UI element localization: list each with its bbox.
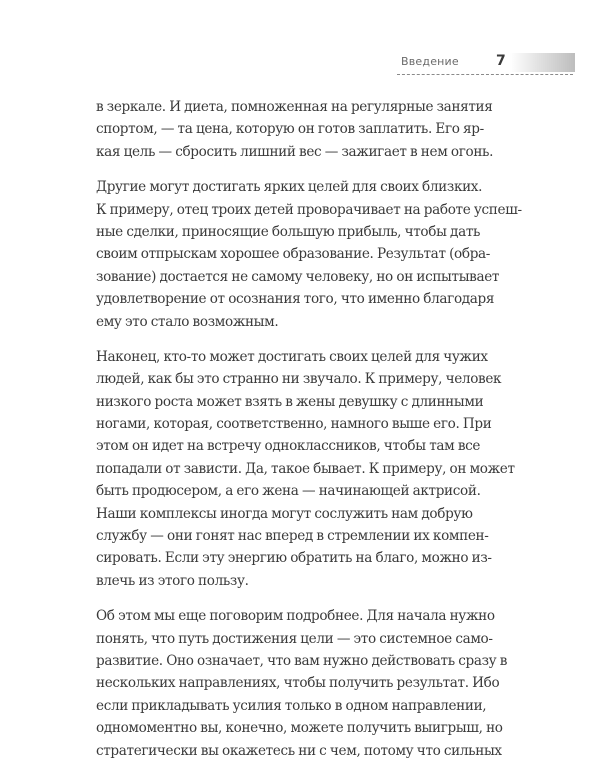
text-line: зование) достается не самому человеку, но он испытывает (96, 268, 500, 285)
text-line: в зеркале. И диета, помноженная на регулярные занятия (96, 99, 493, 115)
text-line: нескольких направлениях, чтобы получить результат. Ибо (96, 675, 500, 692)
paragraph-3 (96, 346, 515, 592)
paragraph-4 (96, 605, 508, 762)
text-line: Наши комплексы иногда могут сослужить нам добрую (96, 505, 473, 522)
running-header (397, 53, 575, 71)
page-body (96, 96, 522, 775)
header-section-title: Введение (401, 55, 459, 68)
text-line: ему это стало возможным. (96, 313, 279, 330)
text-line: попадали от зависти. Да, такое бывает. К примеру, он может (96, 460, 515, 477)
text-line: Об этом мы еще поговорим подробнее. Для начала нужно (96, 608, 495, 625)
paragraph-1 (96, 96, 494, 163)
text-line: сировать. Если эту энергию обратить на благо, можно из- (96, 550, 492, 567)
text-line: людей, как бы это странно ни звучало. К примеру, человек (96, 371, 502, 388)
text-line: если прикладывать усилия только в одном направлении, (96, 697, 487, 714)
page-number: 7 (496, 53, 506, 69)
text-line: ногами, которая, соответственно, намного выше его. При (96, 416, 492, 433)
text-line: удовлетворение от осознания того, что именно благодаря (96, 291, 495, 308)
header-dashed-rule (397, 74, 573, 75)
text-line: этом он идет на встречу одноклассников, чтобы там все (96, 438, 481, 455)
paragraph-2 (96, 176, 522, 333)
header-gradient-bar (510, 53, 575, 72)
text-line: Наконец, кто-то может достигать своих целей для чужих (96, 348, 488, 365)
text-line: К примеру, отец троих детей проворачивает на работе успеш- (96, 201, 522, 218)
text-line: своим отпрыскам хорошее образование. Результат (обра- (96, 246, 491, 263)
text-line: влечь из этого пользу. (96, 572, 249, 589)
text-line: спортом, — та цена, которую он готов заплатить. Его яр- (96, 121, 484, 138)
text-line: понять, что путь достижения цели — это системное само- (96, 630, 493, 647)
text-line: быть продюсером, а его жена — начинающей актрисой. (96, 483, 481, 500)
text-line: Другие могут достигать ярких целей для своих близких. (96, 179, 483, 196)
text-line: низкого роста может взять в жены девушку с длинными (96, 393, 484, 410)
text-line: кая цель — сбросить лишний вес — зажигает в нем огонь. (96, 143, 494, 160)
text-line: ные сделки, приносящие большую прибыль, чтобы дать (96, 223, 481, 240)
text-line: развитие. Оно означает, что вам нужно действовать сразу в (96, 652, 508, 669)
text-line: стратегически вы окажетесь ни с чем, потому что сильных (96, 742, 502, 759)
text-line: службу — они гонят нас вперед в стремлении их компен- (96, 528, 489, 545)
text-line: одномоментно вы, конечно, можете получить выигрыш, но (96, 720, 503, 737)
